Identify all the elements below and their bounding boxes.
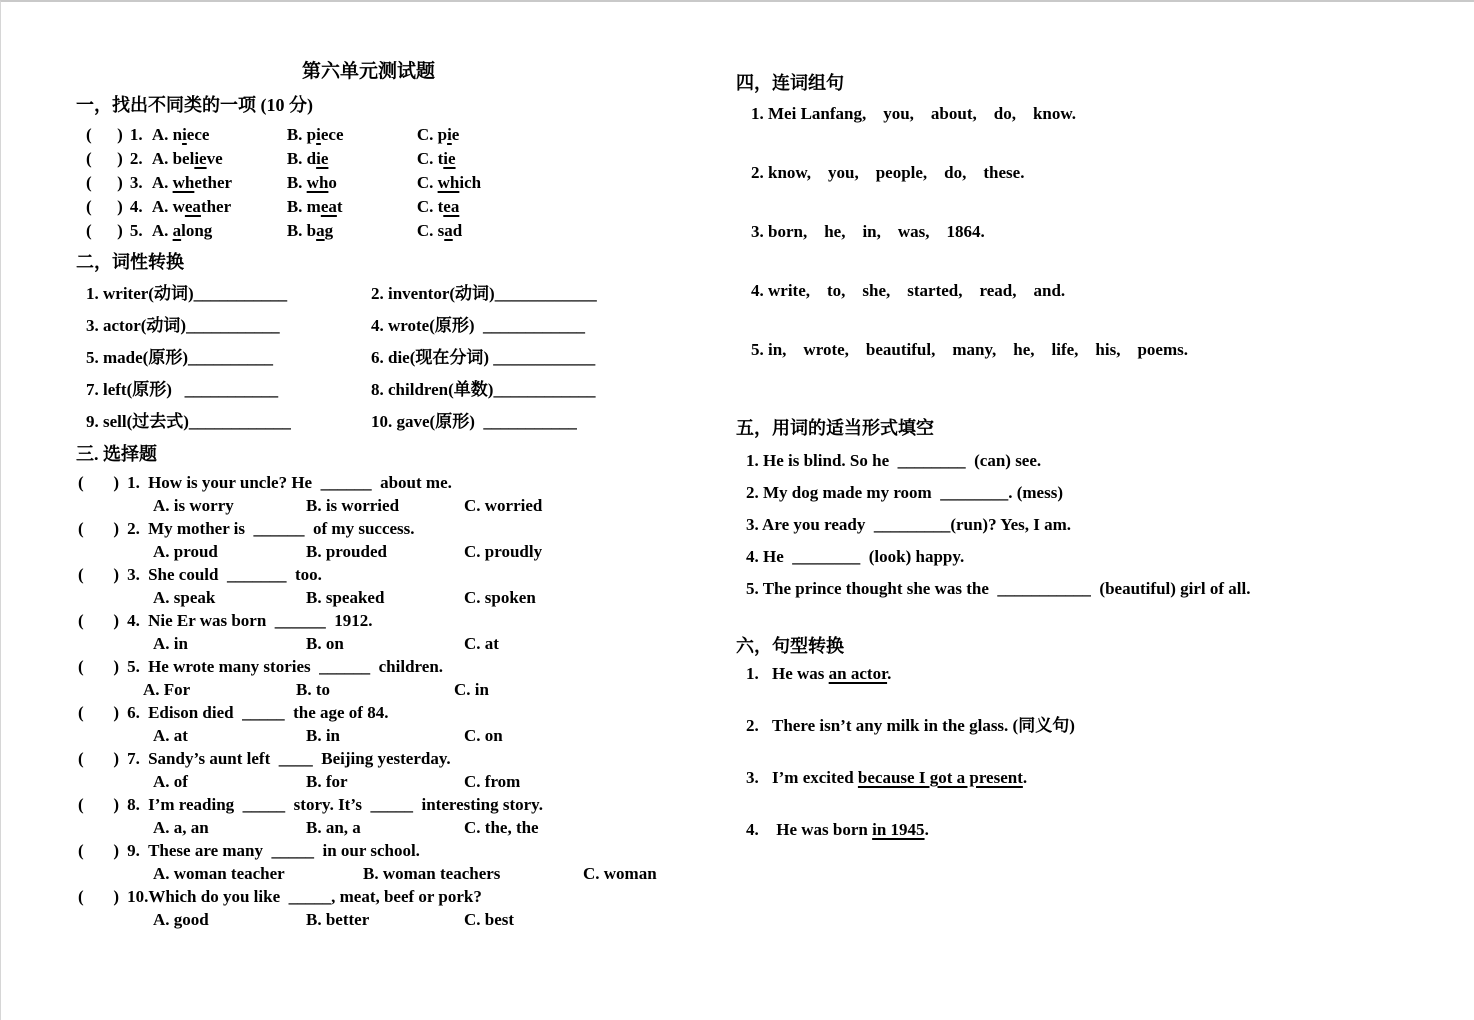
option-a [152, 147, 287, 171]
word-form-item: 4. wrote(原形) ____________ [371, 316, 586, 335]
option-c: C. best [464, 910, 515, 929]
underlined-letters: i [182, 125, 187, 144]
question-line [76, 471, 721, 494]
item-number: 3. [129, 173, 143, 192]
section6-heading: 六，句型转换 [736, 636, 844, 656]
fill-blank-item: 2. My dog made my room ________. (mess) [746, 483, 1063, 502]
underlined-letters: i [447, 125, 452, 144]
option-c: C. worried [464, 496, 543, 515]
item-number: 1. [746, 664, 759, 683]
option-b [287, 171, 417, 195]
option-text: d [452, 221, 463, 240]
option-text: ece [320, 125, 344, 144]
question-number: 7. [127, 749, 140, 768]
sentence-text [772, 714, 1075, 737]
options-line [76, 540, 721, 563]
word-form-item: 3. actor(动词)___________ [86, 316, 280, 335]
answer-bracket: ( ) [78, 841, 120, 860]
option-text: A. w [151, 197, 185, 216]
underlined-letters: wh [306, 173, 329, 192]
option-c [417, 171, 481, 195]
underlined-letters: wh [437, 173, 460, 192]
reorder-sentence-item: 1. Mei Lanfang, you, about, do, know. [751, 104, 1076, 123]
option-c: C. in [454, 680, 489, 699]
option-a [152, 219, 287, 243]
underlined-letters: ea [320, 197, 337, 216]
sentence-transform-item [736, 766, 1446, 789]
answer-bracket: ( ) [78, 565, 120, 584]
sentence-part: . [887, 664, 892, 683]
option-a: A. woman teacher [153, 864, 285, 883]
options-line [76, 862, 721, 885]
option-text: C. t [416, 149, 444, 168]
word-form-item: 1. writer(动词)___________ [86, 284, 288, 303]
sentence-text [772, 818, 929, 841]
option-text: long [181, 221, 213, 240]
option-c [417, 147, 456, 171]
answer-bracket: ( ) [86, 149, 123, 168]
option-text: B. d [286, 149, 317, 168]
item-number: 5. [129, 221, 143, 240]
reorder-sentence-item: 2. know, you, people, do, these. [751, 163, 1025, 182]
fill-blank-item: 5. The prince thought she was the ___________ (beautiful) girl of all. [746, 579, 1251, 598]
option-b: B. in [306, 726, 341, 745]
option-a: A. a, an [153, 818, 209, 837]
fill-blank-list [736, 445, 1446, 605]
option-c: C. from [464, 772, 521, 791]
option-a [152, 123, 287, 147]
option-text: g [324, 221, 334, 240]
question-number: 8. [127, 795, 140, 814]
underlined-letters: a [316, 221, 325, 240]
question-text: I’m reading _____ story. It’s _____ interesting story. [148, 795, 543, 814]
question-line [76, 517, 721, 540]
underlined-letters: ea [443, 197, 460, 216]
section2-heading: 二，词性转换 [76, 252, 184, 272]
sentence-part: . [1022, 768, 1028, 787]
item-number: 1. [129, 125, 143, 144]
sentence-transform-item [736, 714, 1446, 737]
answer-bracket: ( ) [86, 197, 123, 216]
answer-bracket: ( ) [86, 125, 123, 144]
sentence-text [772, 766, 1027, 789]
options-line [76, 632, 721, 655]
question-text: Nie Er was born ______ 1912. [148, 611, 373, 630]
question-line [76, 563, 721, 586]
option-text: A. bel [151, 149, 195, 168]
option-c: C. woman [583, 864, 657, 883]
option-c [417, 123, 460, 147]
option-a: A. proud [153, 542, 218, 561]
options-line [76, 494, 721, 517]
odd-one-out-row [76, 147, 721, 171]
option-b: B. is worried [306, 496, 400, 515]
option-a: A. is worry [153, 496, 234, 515]
question-text: These are many _____ in our school. [148, 841, 420, 860]
option-a: A. at [153, 726, 188, 745]
sentence-part: He was born [772, 820, 873, 839]
question-number: 4. [127, 611, 140, 630]
question-text: Which do you like _____, meat, beef or pork? [148, 887, 482, 906]
underlined-letters: ie [194, 149, 207, 168]
sentence-part: . [924, 820, 929, 839]
option-a: A. in [153, 634, 188, 653]
odd-one-out-row [76, 219, 721, 243]
question-text: She could _______ too. [148, 565, 322, 584]
question-text: How is your uncle? He ______ about me. [148, 473, 452, 492]
option-text: ther [200, 197, 232, 216]
sentence-part: There isn’t any milk in the glass. (同义句) [772, 716, 1075, 735]
item-number: 3. [746, 768, 759, 787]
option-c: C. proudly [464, 542, 543, 561]
word-form-item: 2. inventor(动词)____________ [371, 284, 597, 303]
word-form-item: 9. sell(过去式)____________ [86, 412, 291, 431]
option-text: ether [194, 173, 233, 192]
question-line [76, 747, 721, 770]
question-line [76, 609, 721, 632]
option-b [287, 219, 417, 243]
sentence-transform-list [736, 662, 1446, 841]
option-text: ve [206, 149, 223, 168]
answer-bracket: ( ) [78, 795, 120, 814]
option-c: C. at [464, 634, 499, 653]
item-number: 4. [746, 820, 759, 839]
question-line [76, 839, 721, 862]
option-c: C. on [464, 726, 503, 745]
underlined-letters: wh [172, 173, 195, 192]
option-b: B. woman teachers [363, 864, 501, 883]
sentence-part: I’m excited [772, 768, 858, 787]
options-line [76, 724, 721, 747]
option-text: A. [151, 173, 173, 192]
multiple-choice-list [76, 471, 721, 931]
option-b: B. prouded [306, 542, 387, 561]
word-form-list [76, 283, 721, 433]
section4-heading: 四，连词组句 [736, 73, 844, 93]
option-a: A. speak [153, 588, 216, 607]
answer-bracket: ( ) [78, 657, 120, 676]
underlined-letters: a [172, 221, 182, 240]
option-b [287, 147, 417, 171]
sentence-transform-item [736, 818, 1446, 841]
underlined-phrase: in 1945 [872, 820, 925, 839]
question-number: 2. [127, 519, 140, 538]
option-text: ich [459, 173, 482, 192]
answer-bracket: ( ) [78, 611, 120, 630]
answer-bracket: ( ) [86, 221, 123, 240]
reorder-sentence-item: 3. born, he, in, was, 1864. [751, 222, 985, 241]
answer-bracket: ( ) [78, 519, 120, 538]
options-line [76, 908, 721, 931]
question-line [76, 885, 721, 908]
question-number: 9. [127, 841, 140, 860]
sentence-text [772, 662, 891, 685]
option-text: B. [286, 173, 307, 192]
option-text: A. [151, 221, 173, 240]
option-text: C. t [416, 197, 444, 216]
option-c [417, 219, 462, 243]
option-c: C. spoken [464, 588, 536, 607]
answer-bracket: ( ) [78, 473, 120, 492]
left-column [76, 60, 721, 931]
fill-blank-item: 3. Are you ready _________(run)? Yes, I am. [746, 515, 1072, 534]
option-a: A. of [153, 772, 188, 791]
question-text: Edison died _____ the age of 84. [148, 703, 389, 722]
page-title: 第六单元测试题 [301, 61, 435, 82]
word-form-item: 8. children(单数)____________ [371, 380, 596, 399]
section5-heading: 五，用词的适当形式填空 [736, 418, 934, 438]
option-text: B. m [286, 197, 321, 216]
question-line [76, 793, 721, 816]
question-number: 1. [127, 473, 140, 492]
option-text: t [336, 197, 343, 216]
question-text: My mother is ______ of my success. [148, 519, 415, 538]
odd-one-out-row [76, 171, 721, 195]
option-text: C. [416, 173, 438, 192]
underlined-phrase: an actor [828, 664, 888, 683]
section3-heading: 三. 选择题 [76, 444, 157, 464]
option-b [287, 195, 417, 219]
options-line [76, 586, 721, 609]
option-b [287, 123, 417, 147]
option-text: B. p [286, 125, 317, 144]
question-line [76, 701, 721, 724]
option-a [152, 195, 287, 219]
answer-bracket: ( ) [78, 703, 120, 722]
option-c [417, 195, 460, 219]
question-number: 5. [127, 657, 140, 676]
underlined-letters: i [316, 125, 321, 144]
question-line [76, 655, 721, 678]
option-a: A. For [143, 680, 191, 699]
answer-bracket: ( ) [78, 887, 120, 906]
reorder-sentence-item: 4. write, to, she, started, read, and. [751, 281, 1066, 300]
option-text: o [328, 173, 337, 192]
item-number: 4. [129, 197, 143, 216]
options-line [76, 770, 721, 793]
underlined-letters: a [444, 221, 453, 240]
odd-one-out-row [76, 123, 721, 147]
underlined-phrase: because I got a present [857, 768, 1023, 787]
question-number: 3. [127, 565, 140, 584]
option-text: e [451, 125, 460, 144]
item-number: 2. [129, 149, 143, 168]
word-form-item: 6. die(现在分词) ____________ [371, 348, 596, 367]
fill-blank-item: 1. He is blind. So he ________ (can) see. [746, 451, 1042, 470]
question-text: Sandy’s aunt left ____ Beijing yesterday. [148, 749, 451, 768]
option-text: A. n [151, 125, 183, 144]
option-b: B. an, a [306, 818, 361, 837]
answer-bracket: ( ) [86, 173, 123, 192]
option-text: C. s [416, 221, 445, 240]
option-b: B. to [296, 680, 330, 699]
option-a [152, 171, 287, 195]
item-number: 2. [746, 716, 759, 735]
options-line [76, 816, 721, 839]
question-text: He wrote many stories ______ children. [148, 657, 444, 676]
word-form-item: 10. gave(原形) ___________ [371, 412, 577, 431]
sentence-transform-item [736, 662, 1446, 685]
underlined-letters: ea [184, 197, 201, 216]
option-b: B. on [306, 634, 344, 653]
option-b: B. speaked [306, 588, 385, 607]
right-column [736, 57, 1446, 870]
section1-heading: 一，找出不同类的一项 (10 分) [76, 95, 313, 115]
question-number: 6. [127, 703, 140, 722]
word-form-item: 5. made(原形)__________ [86, 348, 273, 367]
option-c: C. the, the [464, 818, 539, 837]
option-text: ece [186, 125, 210, 144]
option-text: C. p [416, 125, 448, 144]
underlined-letters: ie [443, 149, 456, 168]
option-text: B. b [286, 221, 317, 240]
fill-blank-item: 4. He ________ (look) happy. [746, 547, 965, 566]
options-line [76, 678, 721, 701]
word-form-item: 7. left(原形) ___________ [86, 380, 279, 399]
option-b: B. for [306, 772, 348, 791]
answer-bracket: ( ) [78, 749, 120, 768]
question-number: 10. [127, 887, 149, 906]
option-a: A. good [153, 910, 209, 929]
underlined-letters: ie [316, 149, 329, 168]
reorder-sentence-item: 5. in, wrote, beautiful, many, he, life, his, poems. [751, 340, 1188, 359]
option-b: B. better [306, 910, 370, 929]
sentence-part: He was [772, 664, 829, 683]
odd-one-out-row [76, 195, 721, 219]
